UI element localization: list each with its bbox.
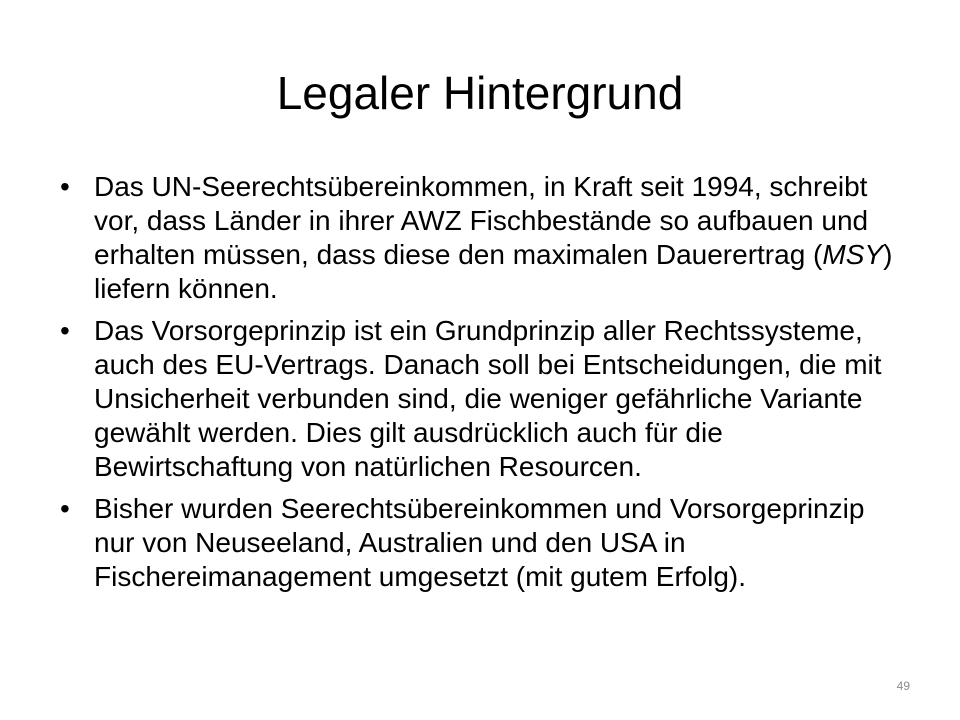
- bullet-item-1: [58, 170, 910, 306]
- bullet-item-3: [58, 492, 910, 594]
- bullet-text-1-before: Das UN-Seerechtsübereinkommen, in Kraft seit 1994, schreibt vor, dass Länder in ihrer AWZ Fischbestände so aufbauen und erhalten müssen, dass diese den maximalen Dauerertrag (: [94, 171, 869, 270]
- bullet-text-2: Das Vorsorgeprinzip ist ein Grundprinzip aller Rechtssysteme, auch des EU-Vertrags. Danach soll bei Entscheidungen, die mit Unsicherheit verbunden sind, die weniger gefährliche Variante gewählt werden. Dies gilt ausdrücklich auch für die Bewirtschaftung von natürlichen Resourcen.: [94, 315, 882, 482]
- bullet-item-2: [58, 314, 910, 484]
- bullet-text-3: Bisher wurden Seerechtsübereinkommen und Vorsorgeprinzip nur von Neuseeland, Australien und den USA in Fischereimanagement umgesetzt (mit gutem Erfolg).: [94, 493, 865, 592]
- bullet-icon: •: [60, 493, 70, 524]
- bullet-list: [58, 170, 910, 602]
- bullet-icon: •: [60, 171, 70, 202]
- bullet-icon: •: [60, 315, 70, 346]
- bullet-text-1: [94, 171, 892, 304]
- bullet-text-1-after: ) liefern können.: [94, 239, 893, 304]
- page-number: 49: [896, 679, 910, 693]
- bullet-text-1-emphasis: MSY: [822, 239, 884, 270]
- slide-title: Legaler Hintergrund: [276, 67, 684, 119]
